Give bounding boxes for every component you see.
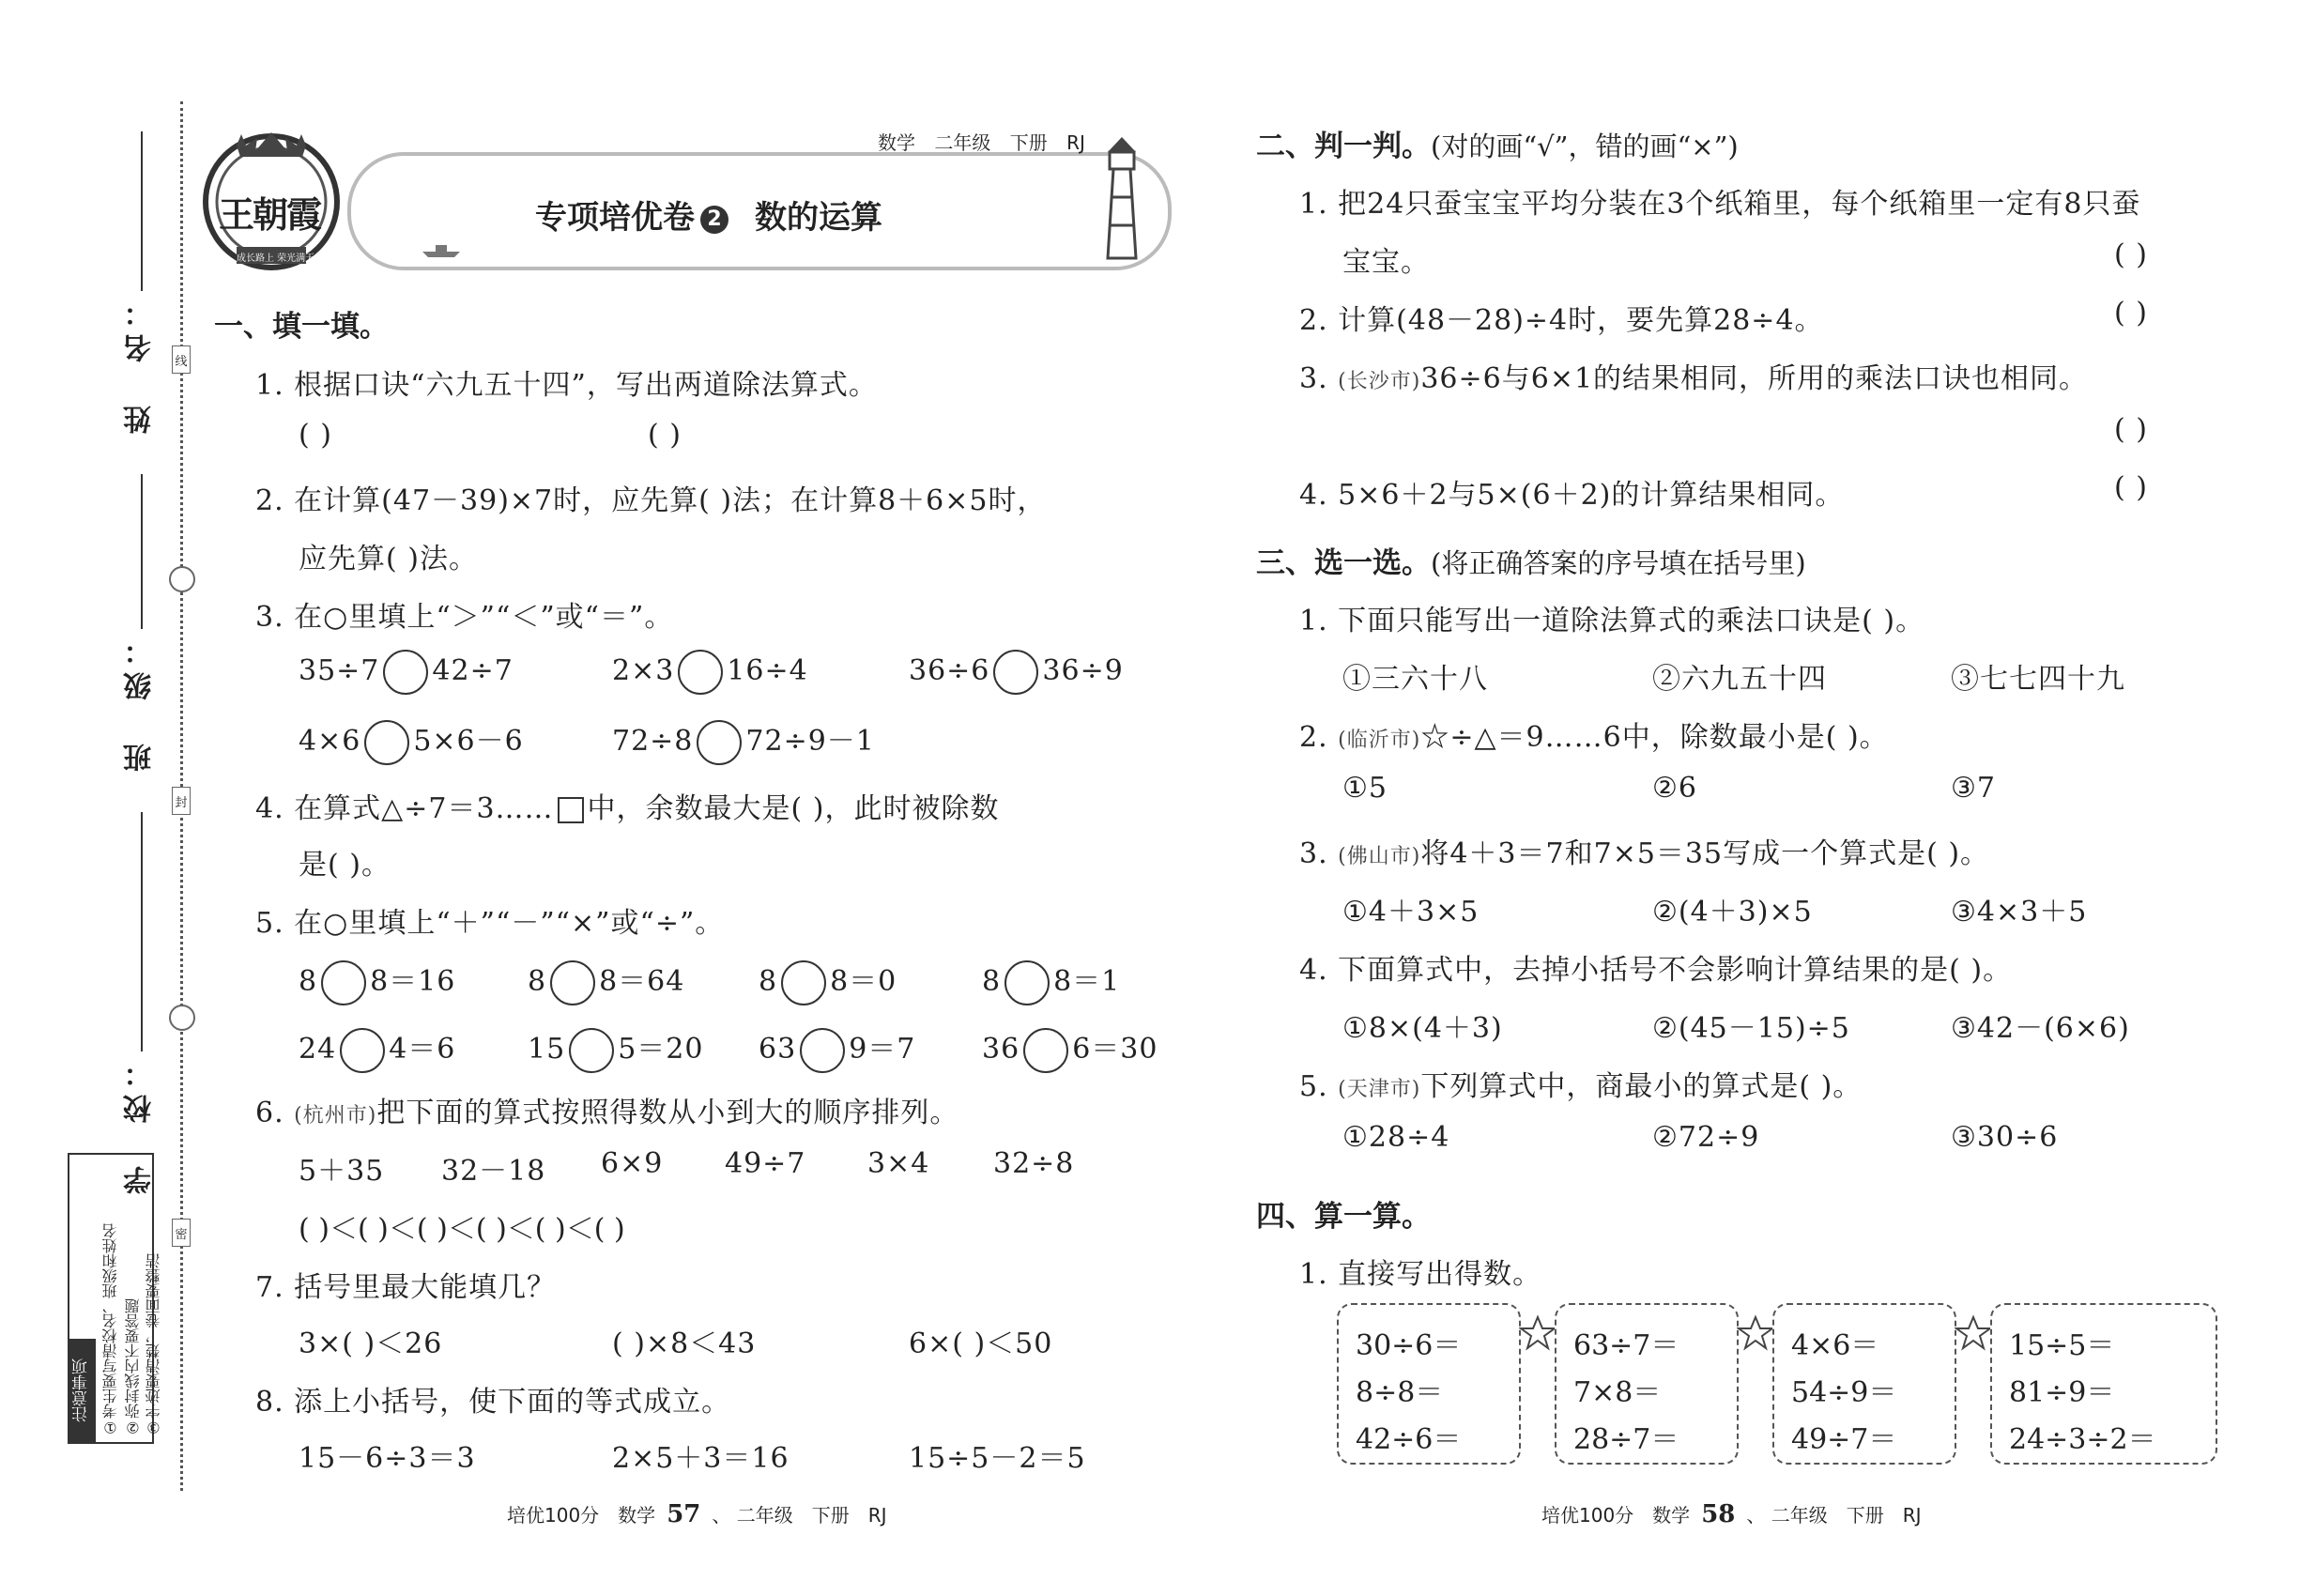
logo-motto: 成长路上 荣光满天	[237, 253, 315, 264]
footer-left	[507, 1500, 887, 1528]
judge-1-cont: 宝宝。	[1342, 246, 1430, 279]
parenthesis-item: 2×5＋3＝16	[612, 1442, 790, 1475]
calc-item[interactable]: 15÷5＝	[2009, 1329, 2115, 1362]
max-fill-item: 3×( )＜26	[299, 1327, 443, 1360]
notice-box	[68, 1153, 162, 1444]
sort-item: 49÷7	[725, 1147, 806, 1180]
notice-item: ③字迹要清楚，卷面要整洁	[145, 1253, 162, 1436]
question-7: 7. 括号里最大能填几？	[255, 1271, 557, 1304]
region-tag: (天津市)	[1338, 1078, 1421, 1101]
choice-option[interactable]: ①8×(4＋3)	[1342, 1012, 1503, 1045]
choice-option[interactable]: ③4×3＋5	[1951, 896, 2088, 928]
logo-name: 王朝霞	[219, 194, 321, 236]
operator-item: 24 4＝6	[299, 1025, 455, 1073]
section-fill-in-title: 一、填一填。	[214, 310, 389, 344]
question-4-cont: 是( )。	[299, 849, 391, 882]
parenthesis-item: 15÷5－2＝5	[909, 1442, 1086, 1475]
sort-item: 6×9	[601, 1147, 664, 1180]
answer-circle[interactable]	[800, 1028, 845, 1073]
footer-text: 、 二年级 下册 RJ	[1746, 1504, 1922, 1527]
choice-option[interactable]: ①5	[1342, 772, 1388, 805]
judge-4: 4. 5×6＋2与5×(6＋2)的计算结果相同。	[1299, 479, 1845, 512]
page-number: 57	[667, 1500, 701, 1528]
operator-item: 8 8＝16	[299, 958, 455, 1005]
seal-mark-seal: 封	[172, 787, 191, 815]
region-tag: (长沙市)	[1338, 370, 1421, 393]
operator-item: 8 8＝64	[528, 958, 684, 1005]
answer-circle[interactable]	[383, 650, 428, 695]
choice-4: 4. 下面算式中，去掉小括号不会影响计算结果的是( )。	[1299, 954, 2013, 987]
star-icon	[1955, 1314, 1992, 1352]
school-field[interactable]	[141, 812, 143, 1051]
choice-option[interactable]: ②6	[1652, 772, 1697, 805]
judge-answer[interactable]: ( )	[2114, 413, 2148, 446]
choice-option[interactable]: ①三六十八	[1342, 663, 1488, 696]
binding-hole-icon	[169, 566, 195, 592]
book-meta	[878, 128, 1098, 155]
answer-circle[interactable]	[697, 720, 742, 765]
answer-blank[interactable]: ( )	[648, 419, 682, 452]
calc-item[interactable]: 81÷9＝	[2009, 1376, 2115, 1409]
name-label: 姓 名：	[124, 291, 157, 434]
judge-answer[interactable]: ( )	[2114, 471, 2148, 504]
max-fill-item: ( )×8＜43	[612, 1327, 757, 1360]
section-calculate-title: 四、算一算。	[1256, 1200, 1431, 1234]
calc-item[interactable]: 7×8＝	[1573, 1376, 1662, 1409]
question-2: 2. 在计算(47－39)×7时，应先算( )法；在计算8＋6×5时，	[255, 484, 1047, 517]
calc-box	[1555, 1303, 1739, 1465]
notice-item: ①考生要写清校名、班级和姓名	[101, 1223, 119, 1436]
binding-hole-icon	[169, 1005, 195, 1031]
choice-3: 3. (佛山市)将4＋3＝7和7×5＝35写成一个算式是( )。	[1299, 837, 1990, 870]
title-main: 数的运算	[755, 199, 882, 237]
lighthouse-icon	[1080, 131, 1164, 263]
region-tag: (临沂市)	[1338, 729, 1421, 752]
notice-title: 注意事项	[69, 1339, 96, 1442]
compare-item: 72÷8 72÷9－1	[612, 717, 875, 765]
answer-circle[interactable]	[993, 650, 1038, 695]
page-number: 58	[1701, 1500, 1736, 1528]
footer-text: 培优100分 数学	[1541, 1504, 1691, 1527]
answer-circle[interactable]	[550, 960, 595, 1005]
sort-item: 3×4	[867, 1147, 930, 1180]
answer-circle[interactable]	[364, 720, 409, 765]
compare-item: 35÷7 42÷7	[299, 650, 514, 695]
question-4: 4. 在算式△÷7＝3…… 中，余数最大是( )，此时被除数	[255, 792, 1000, 825]
calc-item[interactable]: 42÷6＝	[1356, 1423, 1462, 1456]
question-3: 3. 在○里填上“＞”“＜”或“＝”。	[255, 601, 674, 634]
answer-circle[interactable]	[569, 1028, 614, 1073]
choice-option[interactable]: ③42－(6×6)	[1951, 1012, 2130, 1045]
meta-edition: RJ	[1066, 131, 1085, 154]
calc-1: 1. 直接写出得数。	[1299, 1258, 1542, 1291]
question-1: 1. 根据口诀“六九五十四”，写出两道除法算式。	[255, 369, 878, 402]
parenthesis-item: 15－6÷3＝3	[299, 1442, 476, 1475]
answer-circle[interactable]	[340, 1028, 385, 1073]
choice-option[interactable]: ③7	[1951, 772, 1996, 805]
operator-item: 8 8＝1	[982, 958, 1120, 1005]
calc-box	[1337, 1303, 1521, 1465]
answer-circle[interactable]	[1004, 960, 1050, 1005]
compare-item: 2×3 16÷4	[612, 650, 808, 695]
calc-box	[1772, 1303, 1956, 1465]
footer-text: 、 二年级 下册 RJ	[712, 1504, 887, 1527]
seal-mark-secret: 密	[172, 1219, 191, 1247]
ship-icon	[422, 242, 460, 257]
choice-option[interactable]: ②(4＋3)×5	[1652, 896, 1813, 928]
operator-item: 36 6＝30	[982, 1025, 1158, 1073]
judge-1: 1. 把24只蚕宝宝平均分装在3个纸箱里，每个纸箱里一定有8只蚕	[1299, 188, 2141, 221]
question-2-cont: 应先算( )法。	[299, 543, 478, 575]
class-field[interactable]	[141, 474, 143, 629]
choice-1: 1. 下面只能写出一道除法算式的乘法口诀是( )。	[1299, 605, 1925, 637]
judge-answer[interactable]: ( )	[2114, 297, 2148, 330]
choice-5: 5. (天津市)下列算式中，商最小的算式是( )。	[1299, 1070, 1863, 1103]
answer-circle[interactable]	[678, 650, 723, 695]
star-icon	[1519, 1314, 1556, 1352]
star-icon	[1737, 1314, 1774, 1352]
question-6: 6. (杭州市)把下面的算式按照得数从小到大的顺序排列。	[255, 1097, 959, 1129]
region-tag: (杭州市)	[294, 1104, 377, 1128]
judge-3: 3. (长沙市)36÷6与6×1的结果相同，所用的乘法口诀也相同。	[1299, 362, 2089, 395]
choice-option[interactable]: ③七七四十九	[1951, 663, 2125, 696]
page-title	[535, 192, 882, 238]
meta-grade: 二年级	[934, 131, 991, 154]
class-label: 班 级：	[124, 629, 157, 772]
calc-item[interactable]: 54÷9＝	[1791, 1376, 1897, 1409]
answer-circle[interactable]	[781, 960, 826, 1005]
judge-answer[interactable]: ( )	[2114, 238, 2148, 271]
calc-item[interactable]: 28÷7＝	[1573, 1423, 1679, 1456]
meta-volume: 下册	[1009, 131, 1048, 154]
answer-circle[interactable]	[321, 960, 366, 1005]
question-8: 8. 添上小括号，使下面的等式成立。	[255, 1386, 731, 1419]
max-fill-item: 6×( )＜50	[909, 1327, 1053, 1360]
meta-subject: 数学	[878, 131, 915, 154]
choice-option[interactable]: ②六九五十四	[1652, 663, 1827, 696]
school-label: 学 校：	[124, 1051, 157, 1194]
calc-item[interactable]: 24÷3÷2＝	[2009, 1423, 2156, 1456]
choice-option[interactable]: ③30÷6	[1951, 1121, 2059, 1154]
operator-item: 63 9＝7	[759, 1025, 915, 1073]
judge-2: 2. 计算(48－28)÷4时，要先算28÷4。	[1299, 304, 1824, 337]
question-5: 5. 在○里填上“＋”“－”“×”或“÷”。	[255, 907, 725, 940]
seal-mark-line: 线	[172, 345, 191, 374]
choice-option[interactable]: ②(45－15)÷5	[1652, 1012, 1850, 1045]
calc-item[interactable]: 30÷6＝	[1356, 1329, 1462, 1362]
compare-item: 4×6 5×6－6	[299, 717, 524, 765]
footer-right	[1541, 1500, 1922, 1528]
calc-item[interactable]: 4×6＝	[1791, 1329, 1879, 1362]
choice-2: 2. (临沂市)☆÷△＝9……6中，除数最小是( )。	[1299, 721, 1889, 754]
square-blank	[558, 797, 584, 823]
title-prefix: 专项培优卷	[535, 199, 695, 237]
operator-item: 15 5＝20	[528, 1025, 703, 1073]
choice-option[interactable]: ②72÷9	[1652, 1121, 1760, 1154]
answer-circle[interactable]	[1023, 1028, 1068, 1073]
sort-item: 5＋35	[299, 1155, 385, 1188]
calc-box	[1990, 1303, 2217, 1465]
choice-option[interactable]: ①4＋3×5	[1342, 896, 1480, 928]
name-field[interactable]	[141, 131, 143, 291]
calc-item[interactable]: 49÷7＝	[1791, 1423, 1897, 1456]
region-tag: (佛山市)	[1338, 845, 1421, 868]
sort-item: 32－18	[441, 1155, 546, 1188]
answer-blank[interactable]: ( )	[299, 419, 332, 452]
calc-item[interactable]: 8÷8＝	[1356, 1376, 1444, 1409]
sort-answer-blanks[interactable]: ( )＜( )＜( )＜( )＜( )＜( )	[299, 1213, 625, 1246]
title-number-badge: 2	[700, 206, 728, 234]
compare-item: 36÷6 36÷9	[909, 650, 1124, 695]
choice-option[interactable]: ①28÷4	[1342, 1121, 1450, 1154]
section-choose-title: 三、选一选。(将正确答案的序号填在括号里)	[1256, 546, 1806, 580]
calc-item[interactable]: 63÷7＝	[1573, 1329, 1679, 1362]
sort-item: 32÷8	[993, 1147, 1075, 1180]
operator-item: 8 8＝0	[759, 958, 897, 1005]
footer-text: 培优100分 数学	[507, 1504, 656, 1527]
notice-item: ②弥封线内不要答题	[124, 1298, 142, 1436]
section-judge-title: 二、判一判。(对的画“√”，错的画“×”)	[1256, 130, 1739, 163]
